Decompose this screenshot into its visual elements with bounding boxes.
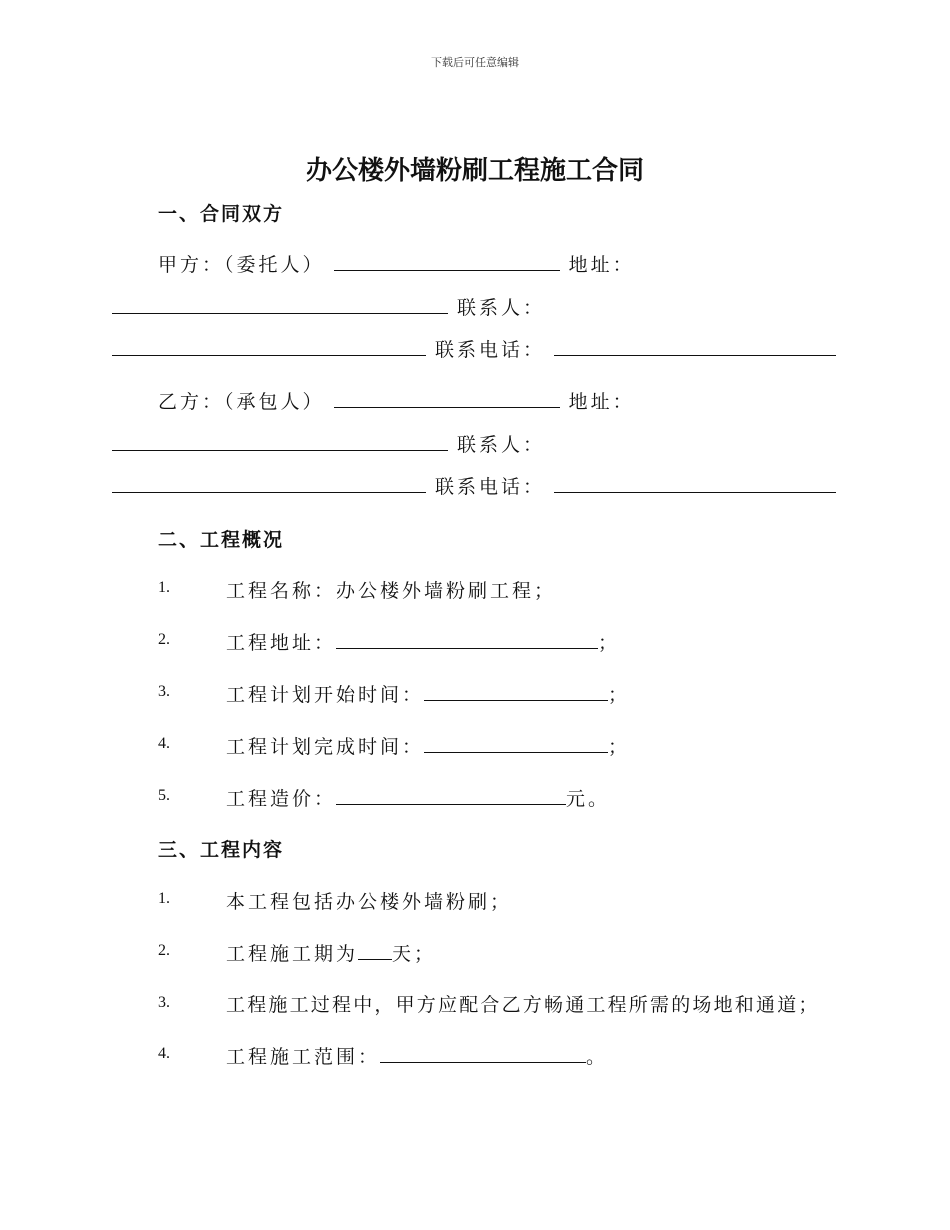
overview-item-5 — [226, 784, 610, 811]
overview-item-3-suffix: ； — [608, 684, 631, 706]
party-b-line — [158, 387, 635, 414]
content-item-1-text: 本工程包括办公楼外墙粉刷； — [226, 891, 513, 913]
section-heading-overview: 二、工程概况 — [158, 529, 285, 551]
party-a-name-blank[interactable] — [334, 252, 560, 271]
content-item-3-text: 工程施工过程中，甲方应配合乙方畅通工程所需的场地和通道； — [226, 994, 820, 1016]
content-item-4-label: 工程施工范围： — [226, 1046, 381, 1068]
overview-item-2-suffix: ； — [598, 632, 621, 654]
project-address-blank[interactable] — [336, 630, 598, 649]
start-time-blank[interactable] — [424, 682, 608, 701]
project-cost-blank[interactable] — [336, 786, 566, 805]
party-a-label: 甲方：（委托人） — [158, 254, 325, 276]
section-heading-parties: 一、合同双方 — [158, 203, 285, 225]
content-item-3-number: 3. — [158, 994, 170, 1011]
content-item-2-label: 工程施工期为 — [226, 943, 359, 965]
overview-item-3-label: 工程计划开始时间： — [226, 684, 425, 706]
content-item-4-number: 4. — [158, 1045, 170, 1062]
party-a-address-label: 地址： — [568, 254, 635, 276]
overview-item-2-number: 2. — [158, 631, 170, 648]
construction-days-blank[interactable] — [358, 941, 392, 960]
party-a-line — [158, 250, 635, 277]
party-b-label: 乙方：（承包人） — [158, 391, 325, 413]
overview-item-4-suffix: ； — [608, 736, 631, 758]
party-b-phone-line — [112, 472, 836, 499]
party-b-address-line — [112, 430, 545, 457]
overview-item-5-label: 工程造价： — [226, 788, 337, 810]
overview-item-2 — [226, 628, 620, 655]
content-item-4 — [226, 1042, 608, 1069]
overview-item-4-number: 4. — [158, 735, 170, 752]
section-heading-content: 三、工程内容 — [158, 839, 285, 861]
content-item-2-suffix: 天； — [392, 943, 437, 965]
party-a-address-line — [112, 293, 545, 320]
overview-item-1-number: 1. — [158, 579, 170, 596]
party-b-phone-label: 联系电话： — [435, 476, 546, 498]
party-a-phone-line — [112, 335, 836, 362]
party-b-address-label: 地址： — [568, 391, 635, 413]
party-a-contact-label: 联系人： — [457, 297, 546, 319]
overview-item-3-number: 3. — [158, 683, 170, 700]
party-b-contact-blank[interactable] — [112, 474, 426, 493]
party-b-name-blank[interactable] — [334, 389, 560, 408]
party-a-phone-blank[interactable] — [554, 337, 836, 356]
overview-item-1-text: 工程名称：办公楼外墙粉刷工程； — [226, 580, 557, 602]
overview-item-2-label: 工程地址： — [226, 632, 337, 654]
overview-item-4-label: 工程计划完成时间： — [226, 736, 425, 758]
overview-item-5-suffix: 元。 — [566, 788, 611, 810]
overview-item-5-number: 5. — [158, 787, 170, 804]
party-a-address-blank[interactable] — [112, 295, 448, 314]
content-item-4-suffix: 。 — [586, 1046, 609, 1068]
party-b-phone-blank[interactable] — [554, 474, 836, 493]
content-item-2-number: 2. — [158, 942, 170, 959]
overview-item-3 — [226, 680, 630, 707]
party-a-phone-label: 联系电话： — [435, 339, 546, 361]
overview-item-4 — [226, 732, 630, 759]
page-header-note: 下载后可任意编辑 — [431, 56, 519, 69]
content-item-1-number: 1. — [158, 890, 170, 907]
party-b-address-blank[interactable] — [112, 432, 448, 451]
party-a-contact-blank[interactable] — [112, 337, 426, 356]
party-b-contact-label: 联系人： — [457, 434, 546, 456]
end-time-blank[interactable] — [424, 734, 608, 753]
content-item-2 — [226, 939, 436, 966]
document-title: 办公楼外墙粉刷工程施工合同 — [305, 156, 644, 186]
construction-scope-blank[interactable] — [380, 1044, 586, 1063]
